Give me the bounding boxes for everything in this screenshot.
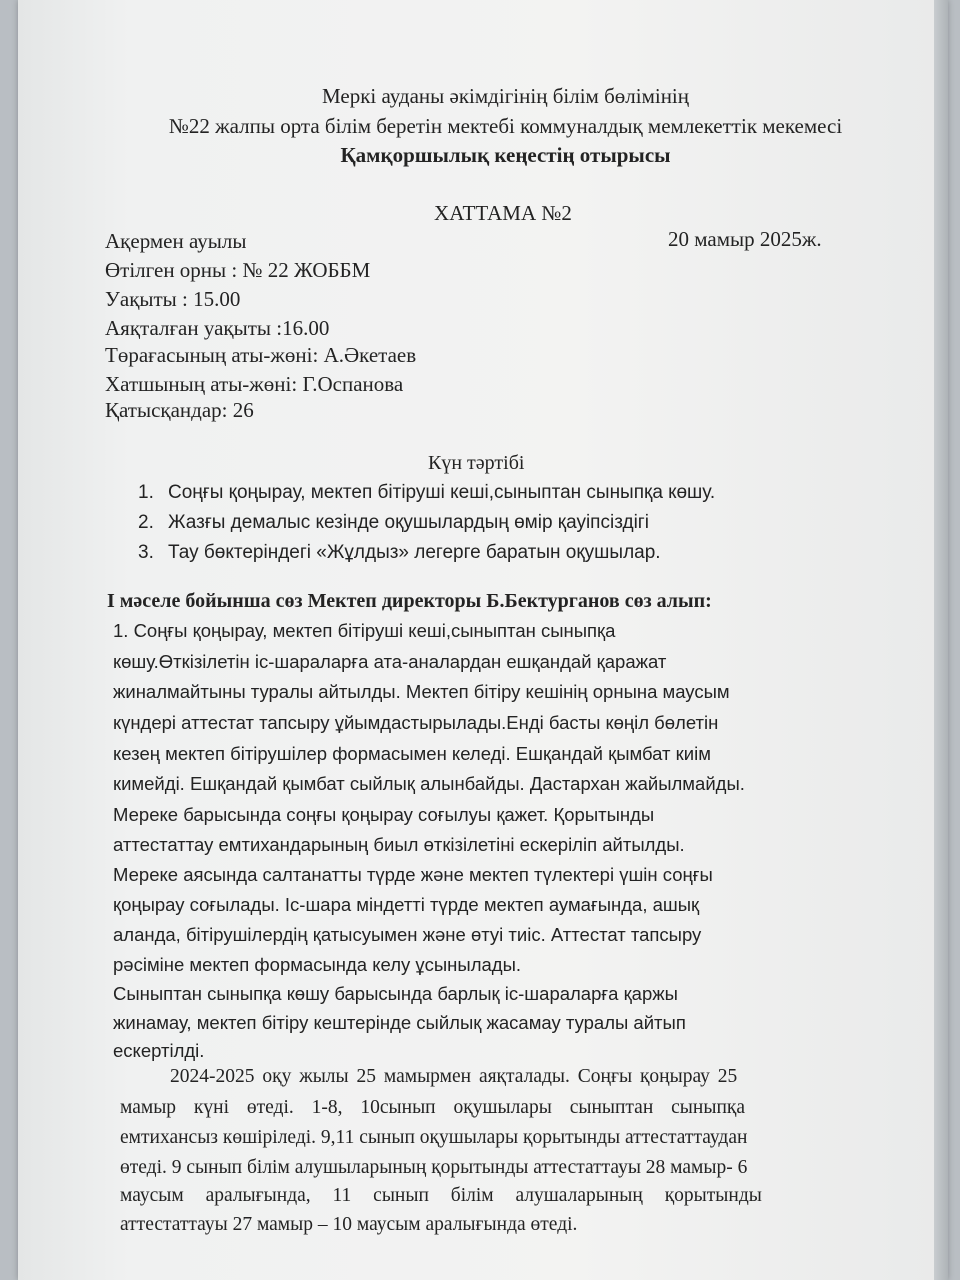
meeting-place: Өтілген орны : № 22 ЖОББМ xyxy=(105,258,371,282)
secretary: Хатшының аты-жөні: Г.Оспанова xyxy=(105,372,404,396)
header-line-2: №22 жалпы орта білім беретін мектебі коммуналдық мемлекеттік мекемесі xyxy=(168,114,843,138)
village: Ақермен ауылы xyxy=(105,229,247,253)
agenda-item-num: 2. xyxy=(138,512,154,533)
body-line: Сыныптан сыныпқа көшу барысында барлық іс-шараларға қаржы xyxy=(113,983,678,1004)
agenda-title: Күн тәртібі xyxy=(428,452,525,474)
body-line: жиналмайтыны туралы айтылды. Мектеп бітіру кешінің орнына маусым xyxy=(113,681,730,702)
protocol-date: 20 мамыр 2025ж. xyxy=(668,227,822,251)
body-line: жинамау, мектеп бітіру кештерінде сыйлық жасамау туралы айтып xyxy=(113,1012,686,1033)
body-line: ескертілді. xyxy=(113,1040,205,1061)
meeting-end-time: Аяқталған уақыты :16.00 xyxy=(105,316,330,340)
body-line: Мереке барысында соңғы қоңырау соғылуы қажет. Қорытынды xyxy=(113,804,655,825)
body-line: кимейді. Ешқандай қымбат сыйлық алынбайды. Дастархан жайылмайды. xyxy=(113,773,745,794)
body-line: аттестаттауы 27 мамыр – 10 маусым аралығында өтеді. xyxy=(120,1214,578,1235)
agenda-item: Жазғы демалыс кезінде оқушылардың өмір қауіпсіздігі xyxy=(168,512,649,533)
agenda-item-num: 1. xyxy=(138,482,154,503)
participants: Қатысқандар: 26 xyxy=(105,398,254,422)
body-line: аланда, бітірушілердің қатысуымен және өтуі тиіс. Аттестат тапсыру xyxy=(113,924,702,945)
body-line: қоңырау соғылады. Іс-шара міндетті түрде мектеп аумағында, ашық xyxy=(113,894,700,915)
agenda-item: Соңғы қоңырау, мектеп бітіруші кеші,сыныптан сыныпқа көшу. xyxy=(168,482,716,503)
body-line: рәсіміне мектеп формасында келу ұсынылады. xyxy=(113,954,522,975)
body-line: 2024-2025 оқу жылы 25 мамырмен аяқталады. Соңғы қоңырау 25 xyxy=(170,1066,738,1087)
body-line: емтихансыз көшіріледі. 9,11 сынып оқушылары қорытынды аттестаттаудан xyxy=(120,1127,748,1148)
body-line: Мереке аясында салтанатты түрде және мектеп түлектері үшін соңғы xyxy=(113,864,713,885)
page-edge-shadow xyxy=(934,0,948,1280)
agenda-item: Тау бөктеріндегі «Жұлдыз» легерге баратын оқушылар. xyxy=(168,542,661,563)
meeting-time: Уақыты : 15.00 xyxy=(105,287,241,311)
body-line: кезең мектеп бітірушілер формасымен келеді. Ешқандай қымбат киім xyxy=(113,743,711,764)
body-line: өтеді. 9 сынып білім алушыларының қорытынды аттестаттауы 28 мамыр- 6 xyxy=(120,1157,748,1178)
body-line: күндері аттестат тапсыру ұйымдастырылады.Енді басты көңіл бөлетін xyxy=(113,712,719,733)
chairperson: Төрағасының аты-жөні: А.Әкетаев xyxy=(105,343,417,367)
body-line: мамыр күні өтеді. 1-8, 10сынып оқушылары сыныптан сыныпқа xyxy=(120,1097,746,1118)
body-line: аттестаттау емтихандарының биыл өткізілетіні ескеріліп айтылды. xyxy=(113,834,685,855)
body-line: маусым аралығында, 11 сынып білім алушаларының қорытынды xyxy=(120,1185,762,1206)
protocol-title: ХАТТАМА №2 xyxy=(434,201,572,225)
body-line: көшу.Өткізілетін іс-шараларға ата-аналардан ешқандай қаражат xyxy=(113,651,667,672)
body-line: 1. Соңғы қоңырау, мектеп бітіруші кеші,сыныптан сыныпқа xyxy=(113,620,616,641)
section-heading: I мәселе бойынша сөз Мектеп директоры Б.Бектурганов сөз алып: xyxy=(107,590,712,612)
agenda-item-num: 3. xyxy=(138,542,154,563)
header-line-3: Қамқоршылық кеңестің отырысы xyxy=(340,143,671,167)
document-page xyxy=(18,0,948,1280)
header-line-1: Меркі ауданы әкімдігінің білім бөлімінің xyxy=(321,84,690,108)
